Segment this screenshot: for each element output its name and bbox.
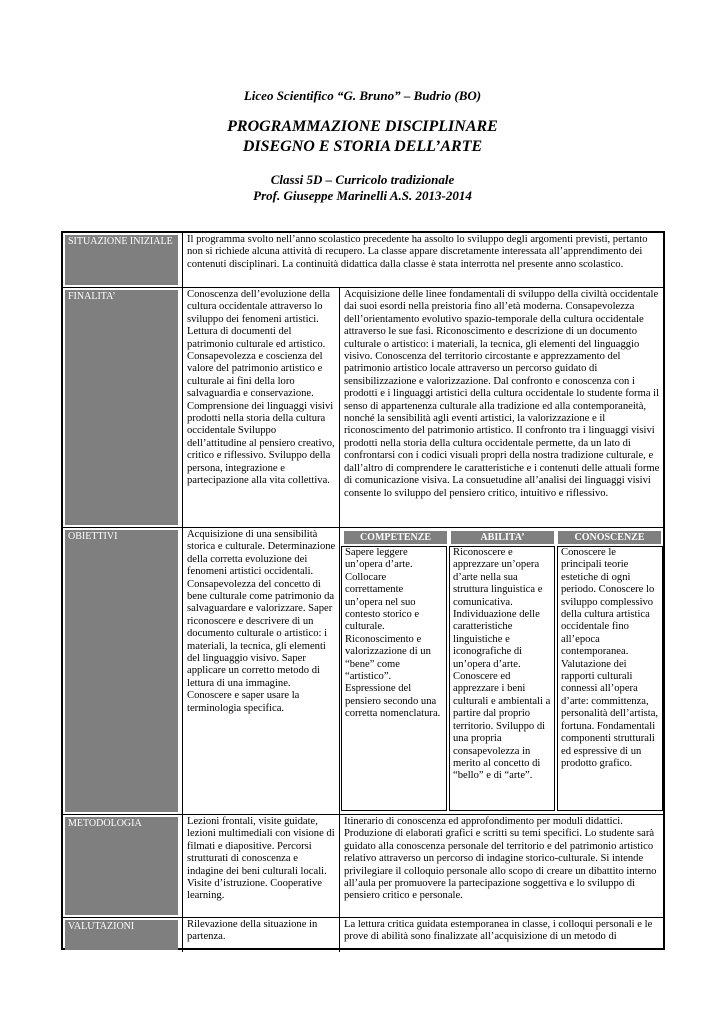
label-finalita: FINALITA’ (65, 290, 178, 525)
competenze-text: Sapere leggere un’opera d’arte. Collocare correttamente un’opera nel suo contesto storico e culturale. Riconoscimento e valorizzazione di un “bene” come “artistico”. Espressione del pensiero secondo una corretta nomenclatura. (341, 546, 447, 811)
document-title-line1: PROGRAMMAZIONE DISCIPLINARE (227, 118, 498, 135)
header-conoscenze: CONOSCENZE (558, 531, 661, 544)
row-situazione (63, 233, 663, 288)
metodologia-right-text: Itinerario di conoscenza ed approfondimento per moduli didattici. Produzione di elaborati grafici e scritti su temi specifici. Lo studente sarà guidato alla conoscenza personale del territorio e del patrimonio artistico relativo attraverso un percorso di indagine storico-culturale. Si intende privilegiare il colloquio personale allo scopo di creare un dibattito interno all’aula per promuovere la partecipazione soggettiva e lo sviluppo di pensiero critico e personale. (344, 816, 657, 902)
label-obiettivi: OBIETTIVI (65, 530, 178, 812)
finalita-right-text: Acquisizione delle linee fondamentali di sviluppo della civiltà occidentale dai suoi esordi nella preistoria fino all’età moderna. Consapevolezza dell’orientamento evolutivo spazio-temporale della cultura occidentale attraverso le sue fasi. Riconoscimento e descrizione di un documento culturale o artistico: i materiali, la tecnica, gli elementi del linguaggio visivo. Conoscenza del territorio circostante e apprezzamento del patrimonio artistico locale attraverso un percorso guidato di sensibilizzazione e valorizzazione. Dal confronto e conoscenza con i prodotti e i linguaggi artistici della cultura occidentale lo studente forma il senso di appartenenza culturale alla tradizione ed alla contemporaneità, nonché la sensibilità agli eventi artistici, la valorizzazione e il riconoscimento del patrimonio artistico. Il confronto tra i linguaggi visivi prodotti nella storia della cultura occidentale permette, da un lato di confrontarsi con i codici visuali propri della nostra tradizione culturale, e dall’altro di comprendere le caratteristiche e i contenuti delle attuali forme di comunicazione visiva. La consuetudine all’analisi dei linguaggi visivi consente lo sviluppo del pensiero critico, intuitivo e riflessivo. (344, 289, 660, 499)
situazione-text: Il programma svolto nell’anno scolastico precedente ha assolto lo sviluppo degli argomenti previsti, pertanto non si richiede alcuna attività di recupero. La classe appare discretamente interessata all’apprendimento dei contenuti disciplinari. La continuità didattica dalla classe è stata interrotta nel presente anno scolastico. (187, 234, 648, 270)
abilita-text: Riconoscere e apprezzare un’opera d’arte nella sua struttura linguistica e comunicativa. Individuazione delle caratteristiche linguistiche e iconografiche di un’opera d’arte. Conoscere ed apprezzare i beni culturali e ambientali a partire dal proprio territorio. Sviluppo di una propria consapevolezza in merito al concetto di “bello” e di “arte”. (449, 546, 555, 811)
obiettivi-left-text: Acquisizione di una sensibilità storica e culturale. Determinazione della corretta evoluzione dei fenomeni artistici occidentali. Consapevolezza del concetto di bene culturale come patrimonio da salvaguardare e valorizzare. Saper riconoscere e descrivere di un documento culturale o artistico: i materiali, la tecnica, gli elementi del linguaggio visivo. Saper applicare un corretto metodo di lettura di una immagine. Conoscere e saper usare la terminologia specifica. (187, 529, 336, 714)
finalita-left-text: Conoscenza dell’evoluzione della cultura occidentale attraverso lo sviluppo dei fenomeni artistici. Lettura di documenti del patrimonio culturale ed artistico. Consapevolezza e coscienza del valore del patrimonio artistico e culturale ai fini della loro salvaguardia e conservazione. Comprensione dei linguaggi visivi prodotti nella storia della cultura occidentale Sviluppo dell’attitudine al pensiero creativo, critico e riflessivo. Sviluppo della persona, integrazione e partecipazione alla vita collettiva. (187, 289, 335, 487)
document-subtitle-line1: Classi 5D – Curricolo tradizionale (270, 172, 455, 187)
valutazioni-right-text: La lettura critica guidata estemporanea in classe, i colloqui personali e le prove di abilità sono finalizzate all’acquisizione di un metodo di (344, 919, 653, 943)
label-valutazioni: VALUTAZIONI (65, 920, 178, 950)
obiettivi-subtable (341, 528, 665, 814)
row-metodologia (63, 815, 663, 918)
row-finalita (63, 288, 663, 528)
document-title-line2: DISEGNO E STORIA DELL’ARTE (242, 138, 483, 155)
document-subtitle-line2: Prof. Giuseppe Marinelli A.S. 2013-2014 (253, 188, 472, 203)
header-competenze: COMPETENZE (344, 531, 447, 544)
program-table (61, 231, 665, 950)
metodologia-left-text: Lezioni frontali, visite guidate, lezioni multimediali con visione di filmati e diapositive. Percorsi strutturati di conoscenza e indagine dei beni culturali locali. Visite d’istruzione. Cooperative learning. (187, 816, 335, 902)
row-valutazioni (63, 918, 663, 952)
label-situazione: SITUAZIONE INIZIALE (65, 235, 178, 285)
valutazioni-left-text: Rilevazione della situazione in partenza. (187, 919, 318, 943)
school-name: Liceo Scientifico “G. Bruno” – Budrio (BO) (243, 88, 482, 103)
header-abilita: ABILITA’ (451, 531, 554, 544)
row-obiettivi (63, 528, 663, 815)
label-metodologia: METODOLOGIA (65, 817, 178, 915)
conoscenze-text: Conoscere le principali teorie estetiche di ogni periodo. Conoscere lo sviluppo complessivo della cultura artistica occidentale fino all’epoca contemporanea. Valutazione dei rapporti culturali connessi all’opera d’arte: committenza, personalità dell’artista, fortuna. Fondamentali componenti strutturali ed espressive di un prodotto grafico. (557, 546, 663, 811)
